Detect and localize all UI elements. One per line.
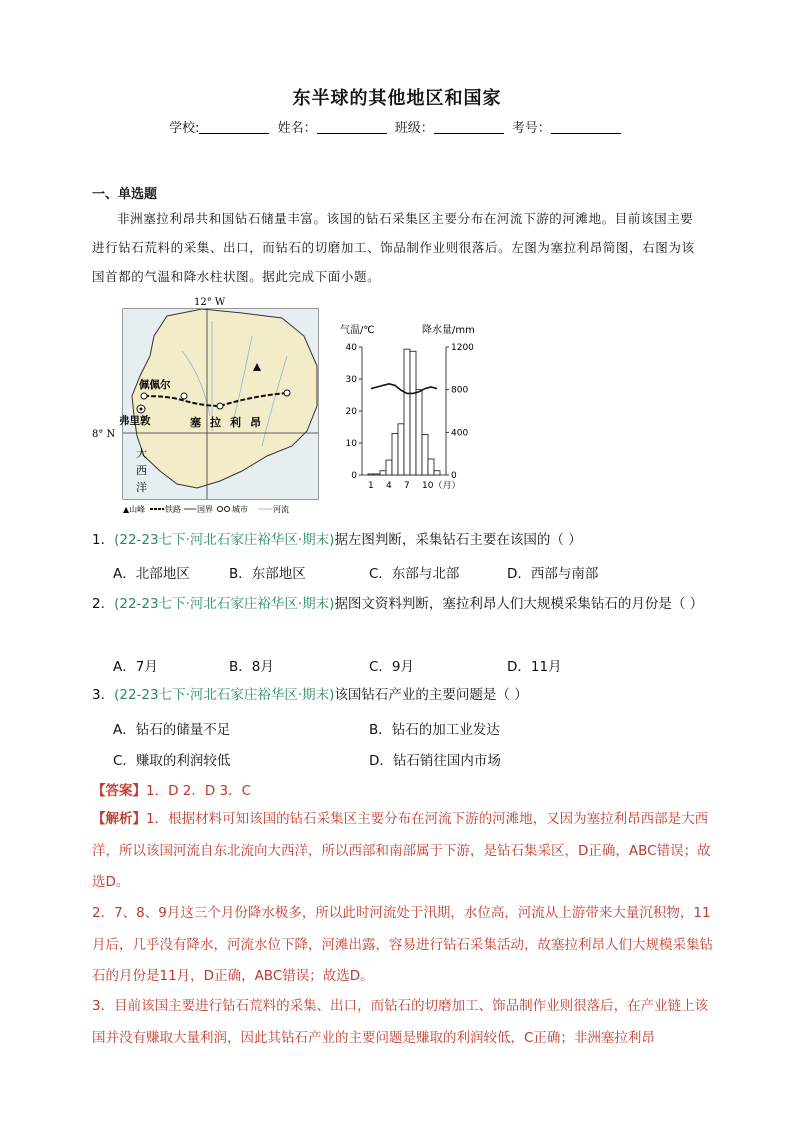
q3-option-d[interactable]: D．钻石销往国内市场 bbox=[369, 753, 501, 769]
intro-paragraph: 非洲塞拉利昂共和国钻石储量丰富。该国的钻石采集区主要分布在河流下游的河滩地。目前该国主要进行钻石荒料的采集、出口，而钻石的切磨加工、饰品制作业则很落后。左图为塞拉利昂简图，右图为该国首都的气温和降水柱状图。据此完成下面小题。 bbox=[92, 211, 695, 284]
y-left-label: 气温/℃ bbox=[340, 325, 375, 336]
precip-bar bbox=[410, 351, 416, 475]
analysis-paragraph-1 bbox=[92, 804, 717, 899]
precip-bar bbox=[398, 424, 404, 475]
x-tick-label: 4 bbox=[386, 481, 392, 491]
place-freetown: 弗里敦 bbox=[119, 415, 151, 427]
place-li: 利 bbox=[230, 416, 241, 429]
town-icon-3 bbox=[284, 390, 290, 396]
question-1 bbox=[92, 526, 717, 555]
q2-option-d[interactable]: D．11月 bbox=[507, 659, 562, 675]
place-pepel: 佩佩尔 bbox=[139, 379, 171, 391]
latitude-label: 8° N bbox=[92, 429, 116, 440]
sierra-leone-map bbox=[92, 296, 324, 516]
analysis-paragraph-3: 3．目前该国主要进行钻石荒料的采集、出口，而钻石的切磨加工、饰品制作业则很落后，在产业链上该国并没有赚取大量利润，因此其钻石产业的主要问题是赚取的利润较低，C正确；非洲塞拉利昂 bbox=[92, 998, 709, 1046]
y-right-tick-label: 800 bbox=[451, 385, 469, 396]
y-right-tick-label: 0 bbox=[451, 471, 457, 481]
school-blank[interactable] bbox=[199, 120, 269, 134]
name-blank[interactable] bbox=[317, 120, 387, 134]
x-tick-label: 1 bbox=[368, 481, 374, 491]
precip-bar bbox=[416, 390, 422, 475]
pepel-city-icon bbox=[141, 393, 147, 399]
q3-option-a[interactable]: A．钻石的储量不足 bbox=[113, 722, 231, 738]
town-icon-2 bbox=[217, 403, 223, 409]
precip-bar bbox=[374, 474, 380, 475]
q3-option-b[interactable]: B．钻石的加工业发达 bbox=[369, 722, 500, 738]
class-label: 班级： bbox=[394, 121, 434, 136]
y-left-tick-label: 30 bbox=[345, 375, 357, 385]
y-right-tick-label: 1200 bbox=[451, 343, 474, 353]
answer-label: 【答案】 bbox=[92, 783, 146, 799]
answer-line bbox=[92, 779, 251, 799]
question-1-number: 1． bbox=[92, 532, 115, 548]
longitude-label: 12° W bbox=[194, 297, 226, 308]
place-yang: 洋 bbox=[136, 481, 147, 494]
y-right-tick-label: 400 bbox=[451, 428, 469, 439]
school-label: 学校: bbox=[169, 121, 200, 136]
legend-city: 城市 bbox=[232, 505, 248, 514]
q2-option-c[interactable]: C．9月 bbox=[369, 659, 415, 675]
section-heading: 一、单选题 bbox=[92, 187, 158, 202]
y-left-tick-label: 40 bbox=[345, 343, 357, 353]
question-2 bbox=[92, 590, 717, 619]
q1-option-c[interactable]: C．东部与北部 bbox=[369, 566, 460, 582]
exam-number-label: 考号： bbox=[511, 121, 551, 136]
precip-bar bbox=[434, 471, 440, 475]
question-3-number: 3． bbox=[92, 687, 115, 703]
answer-text: 1．D 2．D 3．C bbox=[146, 783, 252, 799]
question-3 bbox=[92, 681, 717, 710]
place-ang: 昂 bbox=[250, 416, 261, 429]
question-2-source[interactable]: (22-23七下·河北石家庄裕华区·期末) bbox=[114, 596, 335, 612]
analysis-paragraph-2: 2．7、8、9月这三个月份降水极多，所以此时河流处于汛期，水位高，河流从上游带来大量沉积物，11月后，几乎没有降水，河流水位下降，河滩出露，容易进行钻石采集活动，故塞拉利昂人们大规模采集钻石的月份是11月，D正确，ABC错误；故选D。 bbox=[92, 905, 713, 984]
legend-peak: ▲山峰 bbox=[123, 505, 146, 514]
q1-option-b[interactable]: B．东部地区 bbox=[229, 566, 306, 582]
precip-bar bbox=[422, 434, 428, 475]
legend-border: 国界 bbox=[197, 505, 213, 514]
analysis-1-text: 1．根据材料可知该国的钻石采集区主要分布在河流下游的河滩地，又因为塞拉利昂西部是大西洋，所以该国河流自东北流向大西洋，所以西部和南部属于下游，是钻石集采区，D正确，ABC错误；故选D。 bbox=[92, 811, 711, 890]
question-2-number: 2． bbox=[92, 596, 115, 612]
y-left-tick-label: 0 bbox=[351, 471, 357, 481]
precip-bar bbox=[380, 471, 386, 475]
place-xi: 西 bbox=[136, 464, 147, 477]
q2-option-b[interactable]: B．8月 bbox=[229, 659, 274, 675]
place-da: 大 bbox=[136, 447, 147, 460]
precip-bar bbox=[368, 474, 374, 475]
q1-option-d[interactable]: D．西部与南部 bbox=[507, 566, 599, 582]
town-icon bbox=[181, 393, 187, 399]
y-left-tick-label: 10 bbox=[345, 439, 357, 449]
precip-bar bbox=[386, 460, 392, 475]
question-1-text: 据左图判断，采集钻石主要在该国的（ ） bbox=[334, 532, 582, 548]
page-title: 东半球的其他地区和国家 bbox=[292, 88, 502, 109]
question-1-source[interactable]: (22-23七下·河北石家庄裕华区·期末) bbox=[114, 532, 335, 548]
precip-bar bbox=[392, 433, 398, 475]
question-3-text: 该国钻石产业的主要问题是（ ） bbox=[334, 687, 528, 703]
precip-bar bbox=[428, 459, 434, 475]
x-tick-label: 7 bbox=[404, 481, 410, 491]
y-left-tick-label: 20 bbox=[345, 407, 357, 417]
class-blank[interactable] bbox=[434, 120, 504, 134]
place-sai: 塞 bbox=[190, 416, 201, 429]
question-2-text: 据图文资料判断，塞拉利昂人们大规模采集钻石的月份是（ ） bbox=[334, 596, 704, 612]
legend-railway: 铁路 bbox=[165, 505, 181, 514]
q2-option-a[interactable]: A．7月 bbox=[113, 659, 158, 675]
legend-city-symbol-2 bbox=[225, 507, 230, 512]
freetown-dot-icon bbox=[140, 408, 143, 411]
legend-river: 河流 bbox=[273, 505, 289, 514]
exam-number-blank[interactable] bbox=[551, 120, 621, 134]
analysis-label: 【解析】 bbox=[92, 811, 146, 827]
place-la: 拉 bbox=[210, 416, 221, 429]
legend-city-symbol bbox=[218, 507, 223, 512]
name-label: 姓名： bbox=[277, 121, 317, 136]
question-3-source[interactable]: (22-23七下·河北石家庄裕华区·期末) bbox=[114, 687, 335, 703]
student-info-line bbox=[0, 117, 794, 136]
y-right-label: 降水量/mm bbox=[422, 325, 475, 336]
precip-bar bbox=[404, 349, 410, 475]
q1-option-a[interactable]: A．北部地区 bbox=[113, 566, 190, 582]
climate-chart bbox=[336, 320, 486, 495]
x-tick-label: 10（月） bbox=[422, 481, 461, 491]
q3-option-c[interactable]: C．赚取的利润较低 bbox=[113, 753, 231, 769]
